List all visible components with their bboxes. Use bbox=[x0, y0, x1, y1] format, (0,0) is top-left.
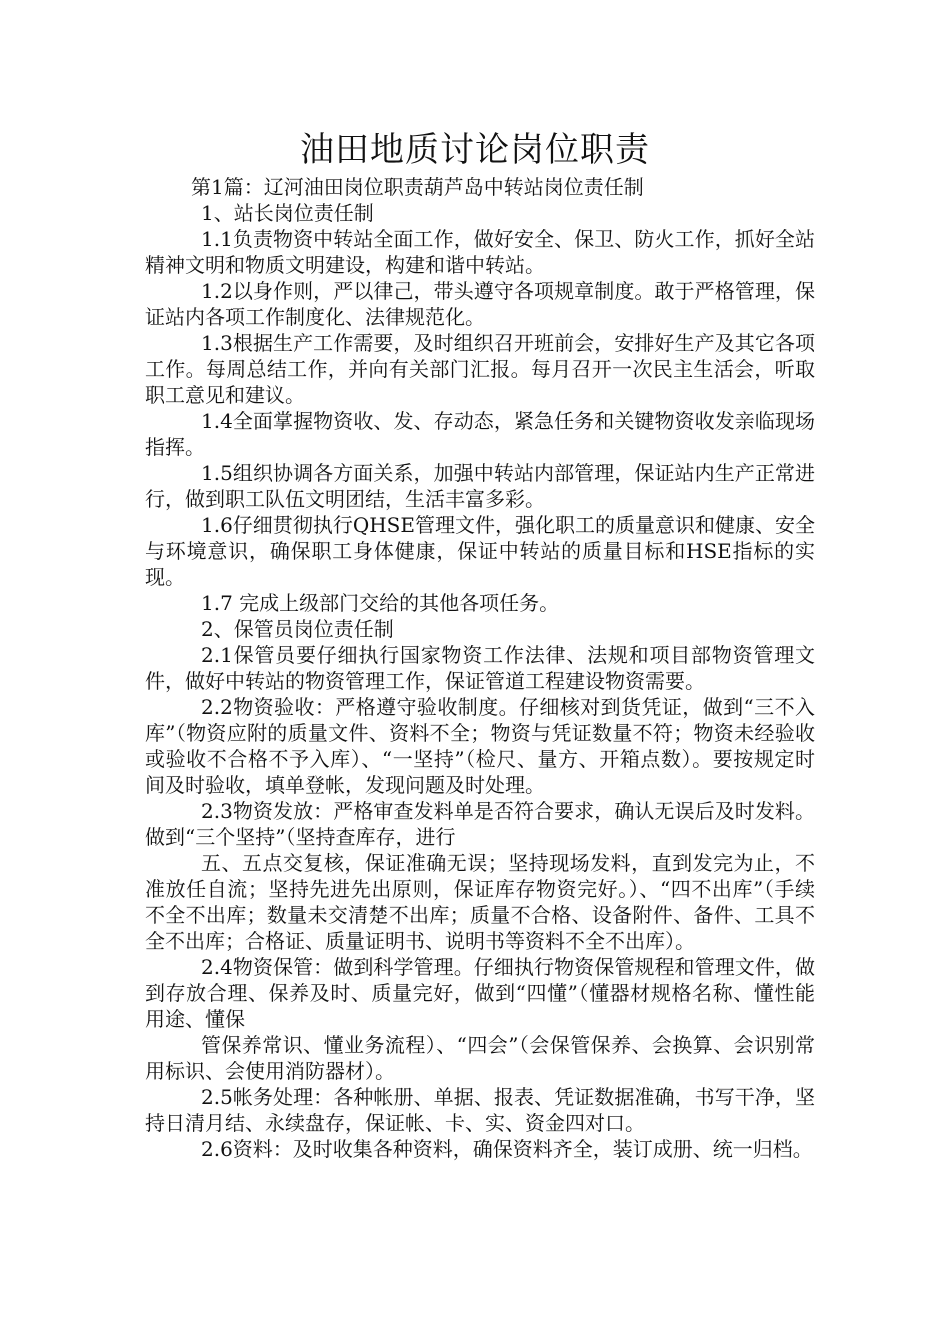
document-body bbox=[145, 174, 815, 1162]
paragraph-2-3-continued: 五、五点交复核，保证准确无误；坚持现场发料，直到发完为止，不准放任自流；坚持先进先出原则，保证库存物资完好。）、“四不出库”（手续不全不出库；数量未交清楚不出库；质量不合格、设备附件、备件、工具不全不出库；合格证、质量证明书、说明书等资料不全不出库）。 bbox=[145, 851, 815, 953]
paragraph-2-4: 2.4物资保管：做到科学管理。仔细执行物资保管规程和管理文件，做到存放合理、保养及时、质量完好，做到“四懂”（懂器材规格名称、懂性能用途、懂保 bbox=[145, 955, 815, 1031]
paragraph-1-5: 1.5组织协调各方面关系，加强中转站内部管理，保证站内生产正常进行，做到职工队伍文明团结，生活丰富多彩。 bbox=[145, 461, 815, 511]
paragraph-1-7: 1.7 完成上级部门交给的其他各项任务。 bbox=[201, 591, 560, 615]
paragraph-2-3: 2.3物资发放：严格审查发料单是否符合要求，确认无误后及时发料。做到“三个坚持”（坚持查库存，进行 bbox=[145, 799, 815, 849]
section-heading-storekeeper: 2、保管员岗位责任制 bbox=[201, 617, 394, 641]
paragraph-2-6: 2.6资料：及时收集各种资料，确保资料齐全，装订成册、统一归档。 bbox=[201, 1137, 813, 1161]
document-title: 油田地质讨论岗位职责 bbox=[300, 130, 650, 170]
paragraph-1-2: 1.2以身作则，严以律己，带头遵守各项规章制度。敢于严格管理，保证站内各项工作制度化、法律规范化。 bbox=[145, 279, 815, 329]
paragraph-1-6: 1.6仔细贯彻执行QHSE管理文件，强化职工的质量意识和健康、安全与环境意识，确保职工身体健康，保证中转站的质量目标和HSE指标的实现。 bbox=[145, 513, 815, 589]
section-heading-station-master: 1、站长岗位责任制 bbox=[201, 201, 374, 225]
paragraph-2-1: 2.1保管员要仔细执行国家物资工作法律、法规和项目部物资管理文件，做好中转站的物资管理工作，保证管道工程建设物资需要。 bbox=[145, 643, 815, 693]
paragraph-2-2: 2.2物资验收：严格遵守验收制度。仔细核对到货凭证，做到“三不入库”（物资应附的质量文件、资料不全；物资与凭证数量不符；物资未经验收或验收不合格不予入库）、“一坚持”（检尺、量方、开箱点数）。要按规定时间及时验收，填单登帐，发现问题及时处理。 bbox=[145, 695, 815, 797]
chapter-heading: 第1篇：辽河油田岗位职责葫芦岛中转站岗位责任制 bbox=[191, 175, 644, 199]
paragraph-1-4: 1.4全面掌握物资收、发、存动态，紧急任务和关键物资收发亲临现场指挥。 bbox=[145, 409, 815, 459]
paragraph-1-3: 1.3根据生产工作需要，及时组织召开班前会，安排好生产及其它各项工作。每周总结工作，并向有关部门汇报。每月召开一次民主生活会，听取职工意见和建议。 bbox=[145, 331, 815, 407]
paragraph-2-4-continued: 管保养常识、懂业务流程）、“四会”（会保管保养、会换算、会识别常用标识、会使用消防器材）。 bbox=[145, 1033, 815, 1083]
paragraph-2-5: 2.5帐务处理：各种帐册、单据、报表、凭证数据准确，书写干净，坚持日清月结、永续盘存，保证帐、卡、实、资金四对口。 bbox=[145, 1085, 815, 1135]
paragraph-1-1: 1.1负责物资中转站全面工作，做好安全、保卫、防火工作，抓好全站精神文明和物质文明建设，构建和谐中转站。 bbox=[145, 227, 815, 277]
